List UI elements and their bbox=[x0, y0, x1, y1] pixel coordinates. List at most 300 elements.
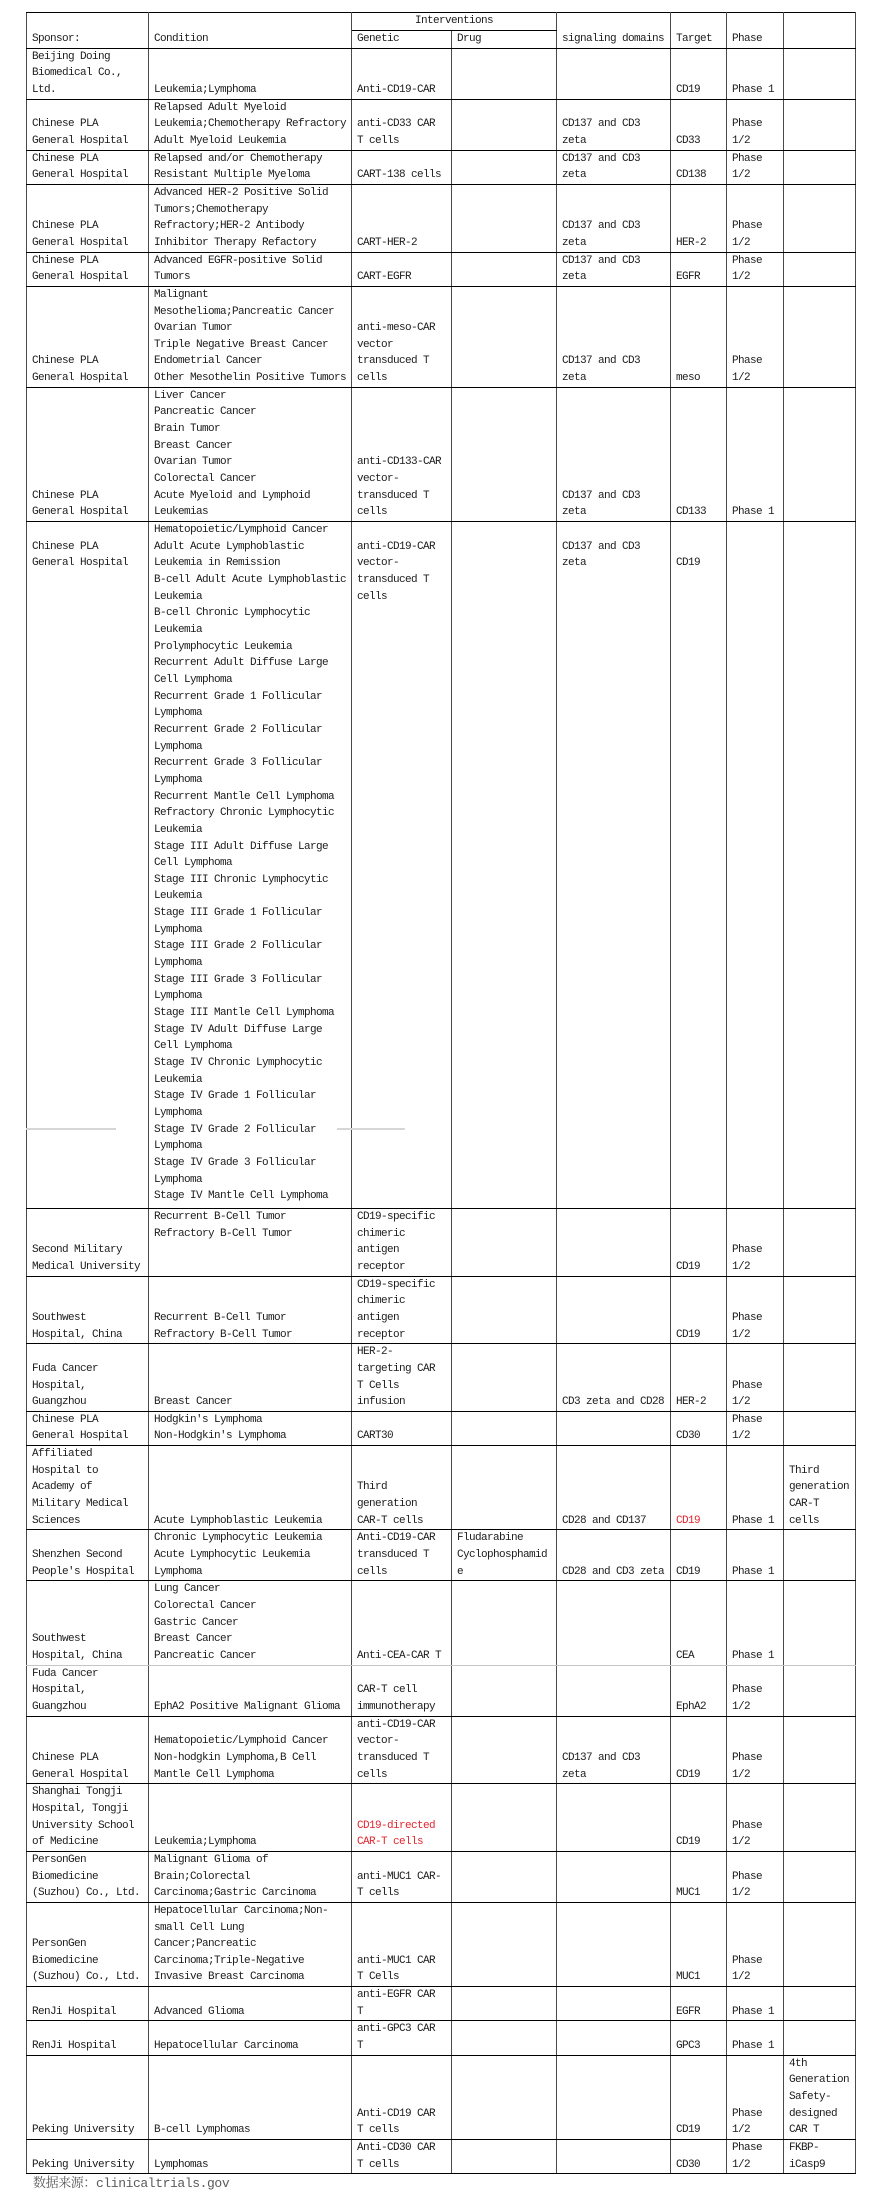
condition-cell bbox=[149, 1276, 352, 1344]
header-sponsor: Sponsor: bbox=[27, 13, 149, 49]
condition-item: Relapsed Adult Myeloid Leukemia;Chemotherapy Refractory Adult Myeloid Leukemia bbox=[154, 101, 347, 147]
condition-item: Refractory B-Cell Tumor bbox=[154, 1227, 293, 1240]
drug-cell bbox=[452, 1665, 557, 1716]
signaling-cell: CD137 and CD3 zeta bbox=[557, 387, 671, 521]
phase-cell bbox=[727, 522, 784, 1209]
condition-item: Ovarian Tumor bbox=[154, 456, 233, 469]
sponsor-cell: Chinese PLA General Hospital bbox=[27, 252, 149, 286]
notes-cell bbox=[784, 1411, 856, 1445]
condition-item: Recurrent Grade 2 Follicular Lymphoma bbox=[154, 723, 323, 753]
condition-item: B-cell Adult Acute Lymphoblastic Leukemia bbox=[154, 574, 347, 603]
phase-cell: Phase 1/2 bbox=[727, 252, 784, 286]
condition-item: Acute Lymphoblastic Leukemia bbox=[154, 1514, 323, 1527]
condition-item: Hepatocellular Carcinoma;Non-small Cell Lung Cancer;Pancreatic Carcinoma;Triple-Negative Invasive Breast Carcinoma bbox=[154, 1904, 329, 1984]
condition-item: Liver Cancer bbox=[154, 389, 227, 402]
genetic-cell: CART-HER-2 bbox=[352, 184, 452, 252]
table-row bbox=[27, 1581, 856, 1665]
drug-cell bbox=[452, 286, 557, 387]
table-row bbox=[27, 48, 856, 99]
table-row bbox=[27, 2140, 856, 2174]
sponsor-cell: Affiliated Hospital to Academy of Military Medical Sciences bbox=[27, 1446, 149, 1530]
condition-cell bbox=[149, 2055, 352, 2139]
target-cell: CD19 bbox=[671, 1530, 727, 1581]
notes-cell bbox=[784, 1665, 856, 1716]
phase-cell: Phase 1/2 bbox=[727, 150, 784, 184]
genetic-cell: anti-MUC1 CAR T Cells bbox=[352, 1902, 452, 1986]
condition-item: Acute Myeloid and Lymphoid Leukemias bbox=[154, 489, 311, 519]
table-row bbox=[27, 99, 856, 150]
condition-item: Brain Tumor bbox=[154, 423, 221, 436]
genetic-cell: CART-EGFR bbox=[352, 252, 452, 286]
condition-item: Prolymphocytic Leukemia bbox=[154, 640, 293, 653]
table-row bbox=[27, 286, 856, 387]
condition-item: Advanced HER-2 Positive Solid Tumors;Chemotherapy Refractory;HER-2 Antibody Inhibitor Therapy Refactory bbox=[154, 186, 329, 249]
condition-item: Malignant Glioma of Brain;Colorectal Carcinoma;Gastric Carcinoma bbox=[154, 1853, 317, 1900]
header-row bbox=[27, 13, 856, 31]
data-source-note: 数据来源：clinicaltrials.gov bbox=[33, 2176, 230, 2191]
phase-cell: Phase 1/2 bbox=[727, 1716, 784, 1784]
condition-item: Stage IV Adult Diffuse Large Cell Lymphoma bbox=[154, 1023, 323, 1053]
drug-cell bbox=[452, 2055, 557, 2139]
condition-item: Stage III Grade 3 Follicular Lymphoma bbox=[154, 973, 323, 1003]
sponsor-cell: Chinese PLA General Hospital bbox=[27, 286, 149, 387]
drug-cell bbox=[452, 252, 557, 286]
phase-cell: Phase 1 bbox=[727, 1987, 784, 2021]
table-row bbox=[27, 1208, 856, 1276]
genetic-cell: anti-MUC1 CAR-T cells bbox=[352, 1851, 452, 1902]
condition-cell bbox=[149, 286, 352, 387]
table-row bbox=[27, 1411, 856, 1445]
sponsor-cell: Second Military Medical University bbox=[27, 1208, 149, 1276]
signaling-cell bbox=[557, 2055, 671, 2139]
drug-cell bbox=[452, 522, 557, 1209]
phase-cell: Phase 1/2 bbox=[727, 1784, 784, 1852]
condition-item: Recurrent Mantle Cell Lymphoma bbox=[154, 790, 335, 803]
header-signaling-domains: signaling domains bbox=[557, 13, 671, 49]
drug-item: Cyclophosphamide bbox=[457, 1549, 548, 1578]
notes-cell bbox=[784, 1716, 856, 1784]
condition-item: Relapsed and/or Chemotherapy Resistant Multiple Myeloma bbox=[154, 152, 323, 182]
signaling-cell bbox=[557, 1208, 671, 1276]
signaling-cell bbox=[557, 2021, 671, 2055]
header-target: Target bbox=[671, 13, 727, 49]
signaling-cell bbox=[557, 1902, 671, 1986]
condition-item: Adult Acute Lymphoblastic Leukemia in Remission bbox=[154, 540, 305, 570]
notes-cell bbox=[784, 150, 856, 184]
condition-item: Ovarian Tumor bbox=[154, 322, 233, 335]
genetic-cell: Anti-CD30 CAR T cells bbox=[352, 2140, 452, 2174]
phase-cell: Phase 1/2 bbox=[727, 1665, 784, 1716]
condition-item: Breast Cancer bbox=[154, 439, 233, 452]
notes-cell bbox=[784, 2021, 856, 2055]
target-cell: CD30 bbox=[671, 1411, 727, 1445]
table-row bbox=[27, 184, 856, 252]
genetic-cell: Third generation CAR-T cells bbox=[352, 1446, 452, 1530]
sponsor-cell: Beijing Doing Biomedical Co., Ltd. bbox=[27, 48, 149, 99]
condition-item: Lymphoma bbox=[154, 1565, 203, 1578]
sponsor-cell: PersonGen Biomedicine (Suzhou) Co., Ltd. bbox=[27, 1851, 149, 1902]
condition-item: B-cell Chronic Lymphocytic Leukemia bbox=[154, 607, 311, 636]
condition-cell bbox=[149, 1344, 352, 1412]
condition-item: Hematopoietic/Lymphoid Cancer bbox=[154, 524, 329, 537]
signaling-cell bbox=[557, 1665, 671, 1716]
genetic-cell: CART-138 cells bbox=[352, 150, 452, 184]
sponsor-cell: Fuda Cancer Hospital, Guangzhou bbox=[27, 1665, 149, 1716]
sponsor-cell: Peking University bbox=[27, 2140, 149, 2174]
condition-item: Breast Cancer bbox=[154, 1633, 233, 1646]
phase-cell: Phase 1/2 bbox=[727, 2140, 784, 2174]
target-cell-highlighted: CD19 bbox=[671, 1446, 727, 1530]
phase-cell: Phase 1/2 bbox=[727, 1276, 784, 1344]
target-cell: CD138 bbox=[671, 150, 727, 184]
target-cell: CD133 bbox=[671, 387, 727, 521]
signaling-cell bbox=[557, 2140, 671, 2174]
table-body bbox=[27, 48, 856, 2174]
notes-cell bbox=[784, 1784, 856, 1852]
genetic-cell: anti-CD133-CAR vector-transduced T cells bbox=[352, 387, 452, 521]
notes-cell bbox=[784, 1581, 856, 1665]
genetic-cell: CART30 bbox=[352, 1411, 452, 1445]
target-cell: CD19 bbox=[671, 2055, 727, 2139]
table-row bbox=[27, 1530, 856, 1581]
table-row bbox=[27, 150, 856, 184]
condition-item: Stage III Mantle Cell Lymphoma bbox=[154, 1007, 335, 1020]
drug-cell bbox=[452, 1987, 557, 2021]
scan-artifact-line bbox=[337, 1128, 405, 1130]
table-row bbox=[27, 1987, 856, 2021]
notes-cell bbox=[784, 1344, 856, 1412]
signaling-cell: CD3 zeta and CD28 bbox=[557, 1344, 671, 1412]
condition-item: Mantle Cell Lymphoma bbox=[154, 1768, 275, 1781]
sponsor-cell: Peking University bbox=[27, 2055, 149, 2139]
condition-item: Stage III Grade 2 Follicular Lymphoma bbox=[154, 940, 323, 970]
condition-item: Triple Negative Breast Cancer bbox=[154, 338, 329, 351]
header-drug: Drug bbox=[452, 31, 557, 49]
table-row bbox=[27, 2055, 856, 2139]
drug-cell bbox=[452, 2140, 557, 2174]
condition-item: Chronic Lymphocytic Leukemia bbox=[154, 1532, 323, 1545]
genetic-cell: anti-CD19-CAR vector-transduced T cells bbox=[352, 522, 452, 1209]
drug-cell bbox=[452, 387, 557, 521]
drug-cell bbox=[452, 1784, 557, 1852]
table-row bbox=[27, 252, 856, 286]
phase-cell: Phase 1/2 bbox=[727, 2055, 784, 2139]
genetic-cell: anti-CD19-CAR vector-transduced T cells bbox=[352, 1716, 452, 1784]
condition-item: Leukemia;Lymphoma bbox=[154, 1836, 257, 1849]
table-row bbox=[27, 1446, 856, 1530]
sponsor-cell: Chinese PLA General Hospital bbox=[27, 1716, 149, 1784]
condition-cell bbox=[149, 2140, 352, 2174]
table-row bbox=[27, 1665, 856, 1716]
condition-item: Pancreatic Cancer bbox=[154, 1650, 257, 1662]
drug-cell bbox=[452, 48, 557, 99]
notes-cell bbox=[784, 1208, 856, 1276]
genetic-cell-highlighted: CD19-directed CAR-T cells bbox=[352, 1784, 452, 1852]
target-cell: CD19 bbox=[671, 522, 727, 1209]
notes-cell: FKBP-iCasp9 bbox=[784, 2140, 856, 2174]
genetic-cell: Anti-CD19-CAR transduced T cells bbox=[352, 1530, 452, 1581]
notes-cell bbox=[784, 252, 856, 286]
header-phase: Phase bbox=[727, 13, 784, 49]
target-cell: HER-2 bbox=[671, 184, 727, 252]
notes-cell bbox=[784, 1987, 856, 2021]
target-cell: meso bbox=[671, 286, 727, 387]
genetic-cell: Anti-CD19-CAR bbox=[352, 48, 452, 99]
condition-item: Stage IV Grade 2 Follicular Lymphoma bbox=[154, 1123, 317, 1153]
drug-cell bbox=[452, 1716, 557, 1784]
signaling-cell bbox=[557, 48, 671, 99]
condition-cell bbox=[149, 1716, 352, 1784]
phase-cell: Phase 1/2 bbox=[727, 99, 784, 150]
condition-cell bbox=[149, 184, 352, 252]
target-cell: CD19 bbox=[671, 1208, 727, 1276]
sponsor-cell: RenJi Hospital bbox=[27, 2021, 149, 2055]
notes-cell bbox=[784, 522, 856, 1209]
condition-item: Recurrent Grade 3 Follicular Lymphoma bbox=[154, 757, 323, 786]
target-cell: CD30 bbox=[671, 2140, 727, 2174]
target-cell: EphA2 bbox=[671, 1665, 727, 1716]
condition-item: Other Mesothelin Positive Tumors bbox=[154, 372, 347, 385]
drug-cell bbox=[452, 1902, 557, 1986]
phase-cell: Phase 1 bbox=[727, 1446, 784, 1530]
condition-item: Hodgkin's Lymphoma bbox=[154, 1413, 263, 1426]
condition-item: Stage IV Grade 3 Follicular Lymphoma bbox=[154, 1156, 317, 1186]
drug-cell bbox=[452, 184, 557, 252]
notes-cell bbox=[784, 48, 856, 99]
signaling-cell: CD137 and CD3 zeta bbox=[557, 522, 671, 1209]
condition-item: Pancreatic Cancer bbox=[154, 406, 257, 419]
condition-cell bbox=[149, 2021, 352, 2055]
notes-cell bbox=[784, 1851, 856, 1902]
notes-cell bbox=[784, 286, 856, 387]
condition-item: B-cell Lymphomas bbox=[154, 2124, 251, 2137]
condition-item: Advanced Glioma bbox=[154, 2005, 245, 2018]
condition-item: Stage III Chronic Lymphocytic Leukemia bbox=[154, 873, 329, 903]
sponsor-cell: Chinese PLA General Hospital bbox=[27, 150, 149, 184]
condition-item: Stage IV Grade 1 Follicular Lymphoma bbox=[154, 1090, 317, 1119]
header-interventions: Interventions bbox=[352, 13, 557, 31]
target-cell: CD19 bbox=[671, 1784, 727, 1852]
signaling-cell bbox=[557, 1581, 671, 1665]
condition-cell bbox=[149, 48, 352, 99]
condition-item: Recurrent Adult Diffuse Large Cell Lymphoma bbox=[154, 657, 329, 686]
condition-cell bbox=[149, 1987, 352, 2021]
genetic-cell: HER-2-targeting CAR T Cells infusion bbox=[352, 1344, 452, 1412]
genetic-cell: Anti-CD19 CAR T cells bbox=[352, 2055, 452, 2139]
notes-cell bbox=[784, 1276, 856, 1344]
signaling-cell bbox=[557, 1411, 671, 1445]
condition-cell bbox=[149, 1851, 352, 1902]
genetic-cell: CD19-specific chimeric antigen receptor bbox=[352, 1208, 452, 1276]
phase-cell: Phase 1 bbox=[727, 1530, 784, 1581]
condition-item: Non-Hodgkin's Lymphoma bbox=[154, 1430, 287, 1443]
condition-item: Advanced EGFR-positive Solid Tumors bbox=[154, 254, 323, 284]
notes-cell bbox=[784, 1530, 856, 1581]
header-genetic: Genetic bbox=[352, 31, 452, 49]
notes-cell: Third generation CAR-T cells bbox=[784, 1446, 856, 1530]
genetic-cell: Anti-CEA-CAR T bbox=[352, 1581, 452, 1665]
phase-cell: Phase 1/2 bbox=[727, 1902, 784, 1986]
signaling-cell: CD137 and CD3 zeta bbox=[557, 252, 671, 286]
condition-cell bbox=[149, 1902, 352, 1986]
sponsor-cell: Shenzhen Second People's Hospital bbox=[27, 1530, 149, 1581]
condition-item: Refractory Chronic Lymphocytic Leukemia bbox=[154, 807, 335, 836]
header-condition: Condition bbox=[149, 13, 352, 49]
target-cell: MUC1 bbox=[671, 1902, 727, 1986]
condition-cell bbox=[149, 1208, 352, 1276]
condition-item: Lymphomas bbox=[154, 2158, 209, 2171]
genetic-cell: CD19-specific chimeric antigen receptor bbox=[352, 1276, 452, 1344]
target-cell: GPC3 bbox=[671, 2021, 727, 2055]
condition-item: Stage IV Mantle Cell Lymphoma bbox=[154, 1190, 329, 1203]
sponsor-cell: Shanghai Tongji Hospital, Tongji University School of Medicine bbox=[27, 1784, 149, 1852]
car-t-trials-table bbox=[26, 12, 856, 2174]
target-cell: EGFR bbox=[671, 1987, 727, 2021]
phase-cell: Phase 1/2 bbox=[727, 286, 784, 387]
table-header bbox=[27, 13, 856, 49]
header-notes bbox=[784, 13, 856, 49]
notes-cell bbox=[784, 387, 856, 521]
signaling-cell: CD137 and CD3 zeta bbox=[557, 286, 671, 387]
signaling-cell: CD137 and CD3 zeta bbox=[557, 184, 671, 252]
condition-item: Non-hodgkin Lymphoma,B Cell bbox=[154, 1751, 317, 1764]
condition-item: Hematopoietic/Lymphoid Cancer bbox=[154, 1735, 329, 1748]
condition-item: Colorectal Cancer bbox=[154, 1600, 257, 1613]
condition-item: Recurrent B-Cell Tumor bbox=[154, 1210, 287, 1223]
condition-item: Leukemia;Lymphoma bbox=[154, 83, 257, 96]
condition-item: Stage III Grade 1 Follicular Lymphoma bbox=[154, 907, 323, 936]
drug-cell bbox=[452, 1276, 557, 1344]
drug-cell bbox=[452, 99, 557, 150]
target-cell: CEA bbox=[671, 1581, 727, 1665]
sponsor-cell: Chinese PLA General Hospital bbox=[27, 99, 149, 150]
signaling-cell bbox=[557, 1987, 671, 2021]
condition-cell bbox=[149, 1446, 352, 1530]
target-cell: HER-2 bbox=[671, 1344, 727, 1412]
condition-item: EphA2 Positive Malignant Glioma bbox=[154, 1700, 341, 1713]
sponsor-cell: Southwest Hospital, China bbox=[27, 1276, 149, 1344]
sponsor-cell: Fuda Cancer Hospital, Guangzhou bbox=[27, 1344, 149, 1412]
sponsor-cell: Chinese PLA General Hospital bbox=[27, 387, 149, 521]
condition-cell bbox=[149, 1411, 352, 1445]
notes-cell bbox=[784, 184, 856, 252]
drug-cell bbox=[452, 1530, 557, 1581]
phase-cell: Phase 1 bbox=[727, 48, 784, 99]
scan-artifact-line bbox=[26, 1128, 116, 1130]
condition-item: Stage IV Chronic Lymphocytic Leukemia bbox=[154, 1057, 323, 1086]
phase-cell: Phase 1 bbox=[727, 2021, 784, 2055]
signaling-cell: CD137 and CD3 zeta bbox=[557, 99, 671, 150]
phase-cell: Phase 1/2 bbox=[727, 1208, 784, 1276]
phase-cell: Phase 1/2 bbox=[727, 1344, 784, 1412]
table-row bbox=[27, 1851, 856, 1902]
table-row bbox=[27, 1276, 856, 1344]
signaling-cell: CD137 and CD3 zeta bbox=[557, 1716, 671, 1784]
phase-cell: Phase 1 bbox=[727, 1581, 784, 1665]
drug-cell bbox=[452, 1411, 557, 1445]
condition-cell bbox=[149, 522, 352, 1209]
target-cell: CD19 bbox=[671, 1276, 727, 1344]
target-cell: MUC1 bbox=[671, 1851, 727, 1902]
signaling-cell bbox=[557, 1784, 671, 1852]
genetic-cell: anti-GPC3 CAR T bbox=[352, 2021, 452, 2055]
condition-item: Endometrial Cancer bbox=[154, 355, 263, 368]
table-row bbox=[27, 1784, 856, 1852]
signaling-cell bbox=[557, 1276, 671, 1344]
condition-cell bbox=[149, 150, 352, 184]
genetic-cell: anti-EGFR CAR T bbox=[352, 1987, 452, 2021]
condition-item: Lung Cancer bbox=[154, 1583, 221, 1596]
condition-item: Breast Cancer bbox=[154, 1396, 233, 1409]
signaling-cell: CD28 and CD137 bbox=[557, 1446, 671, 1530]
condition-item: Recurrent B-Cell Tumor bbox=[154, 1311, 287, 1324]
genetic-cell: anti-CD33 CAR T cells bbox=[352, 99, 452, 150]
condition-item: Gastric Cancer bbox=[154, 1616, 239, 1629]
phase-cell: Phase 1/2 bbox=[727, 1411, 784, 1445]
drug-cell bbox=[452, 1344, 557, 1412]
condition-item: Refractory B-Cell Tumor bbox=[154, 1328, 293, 1341]
phase-cell: Phase 1 bbox=[727, 387, 784, 521]
signaling-cell: CD28 and CD3 zeta bbox=[557, 1530, 671, 1581]
condition-item: Stage III Adult Diffuse Large Cell Lymphoma bbox=[154, 840, 329, 870]
notes-cell: 4th Generation Safety-designed CAR T bbox=[784, 2055, 856, 2139]
genetic-cell: CAR-T cell immunotherapy bbox=[352, 1665, 452, 1716]
drug-cell bbox=[452, 2021, 557, 2055]
table-row bbox=[27, 1344, 856, 1412]
drug-cell bbox=[452, 150, 557, 184]
condition-item: Recurrent Grade 1 Follicular Lymphoma bbox=[154, 690, 323, 720]
condition-item: Hepatocellular Carcinoma bbox=[154, 2040, 299, 2053]
condition-cell bbox=[149, 99, 352, 150]
condition-cell bbox=[149, 1581, 352, 1665]
table-row bbox=[27, 522, 856, 1209]
sponsor-cell: Chinese PLA General Hospital bbox=[27, 184, 149, 252]
sponsor-cell: Chinese PLA General Hospital bbox=[27, 522, 149, 1209]
signaling-cell: CD137 and CD3 zeta bbox=[557, 150, 671, 184]
drug-item: Fludarabine bbox=[457, 1532, 524, 1545]
phase-cell: Phase 1/2 bbox=[727, 184, 784, 252]
target-cell: CD33 bbox=[671, 99, 727, 150]
target-cell: CD19 bbox=[671, 48, 727, 99]
sponsor-cell: PersonGen Biomedicine (Suzhou) Co., Ltd. bbox=[27, 1902, 149, 1986]
condition-item: Colorectal Cancer bbox=[154, 473, 257, 486]
genetic-cell: anti-meso-CAR vector transduced T cells bbox=[352, 286, 452, 387]
condition-cell bbox=[149, 1665, 352, 1716]
target-cell: EGFR bbox=[671, 252, 727, 286]
table-row bbox=[27, 387, 856, 521]
sponsor-cell: Chinese PLA General Hospital bbox=[27, 1411, 149, 1445]
drug-cell bbox=[452, 1851, 557, 1902]
condition-cell bbox=[149, 1784, 352, 1852]
table-row bbox=[27, 2021, 856, 2055]
condition-item: Acute Lymphocytic Leukemia bbox=[154, 1549, 311, 1562]
condition-item: Malignant Mesothelioma;Pancreatic Cancer bbox=[154, 288, 335, 318]
condition-cell bbox=[149, 387, 352, 521]
condition-cell bbox=[149, 1530, 352, 1581]
target-cell: CD19 bbox=[671, 1716, 727, 1784]
table-row bbox=[27, 1902, 856, 1986]
sponsor-cell: Southwest Hospital, China bbox=[27, 1581, 149, 1665]
sponsor-cell: RenJi Hospital bbox=[27, 1987, 149, 2021]
signaling-cell bbox=[557, 1851, 671, 1902]
phase-cell: Phase 1/2 bbox=[727, 1851, 784, 1902]
table-row bbox=[27, 1716, 856, 1784]
drug-cell bbox=[452, 1446, 557, 1530]
condition-cell bbox=[149, 252, 352, 286]
drug-cell bbox=[452, 1581, 557, 1665]
notes-cell bbox=[784, 99, 856, 150]
drug-cell bbox=[452, 1208, 557, 1276]
